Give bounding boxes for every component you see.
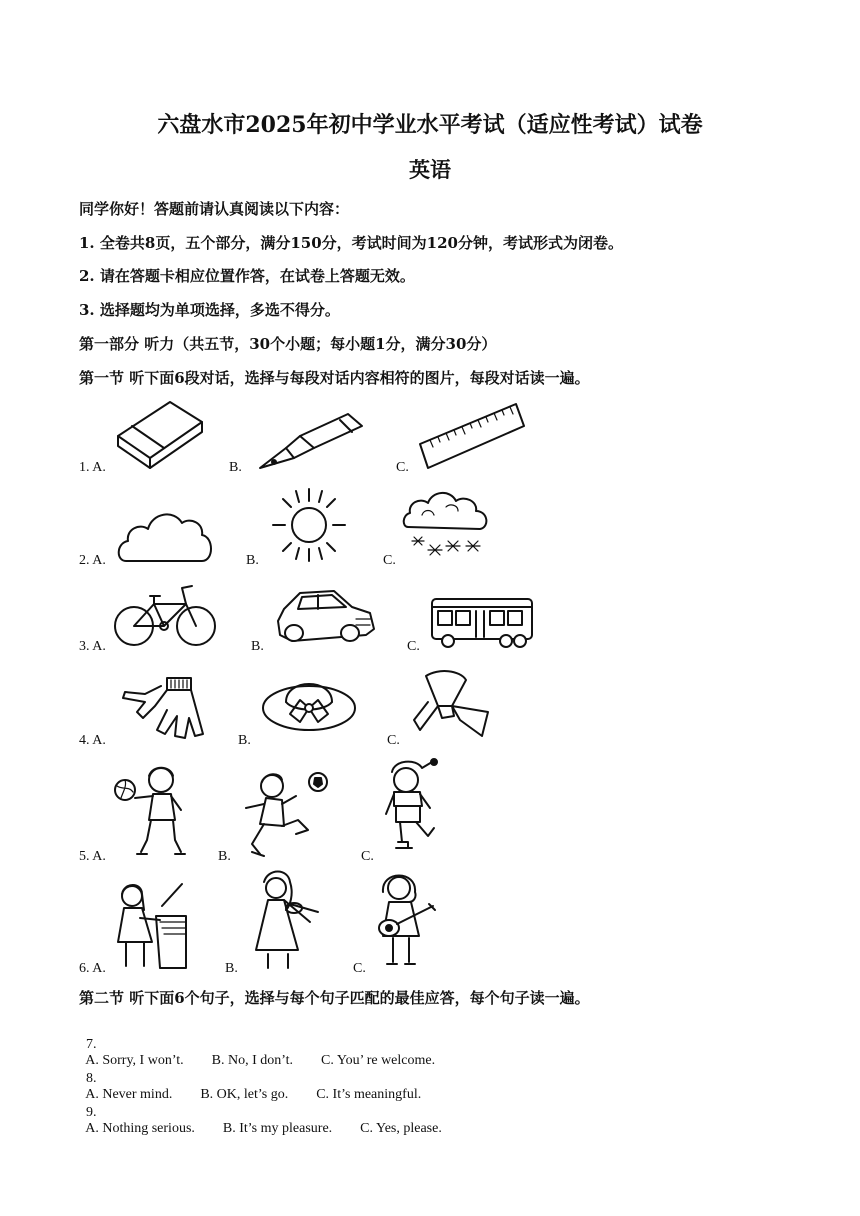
q3-option-a-label: 3. A. bbox=[79, 639, 106, 654]
q5-option-a-label: 5. A. bbox=[79, 849, 106, 864]
q8-option-b: B. OK, let’s go. bbox=[200, 1087, 289, 1102]
q7-option-a: A. Sorry, I won’t. bbox=[85, 1053, 184, 1068]
q3-option-c-label: C. bbox=[407, 639, 420, 654]
skating-kid-icon bbox=[382, 758, 446, 858]
instruction-1: 1. 全卷共8页，五个部分，满分150分，考试时间为120分钟，考试形式为闭卷。 bbox=[79, 234, 623, 252]
q9-row bbox=[79, 1089, 442, 1137]
exam-title: 六盘水市2025年初中学业水平考试（适应性考试）试卷 bbox=[157, 112, 703, 138]
q4-option-b-label: B. bbox=[238, 733, 251, 748]
subject-title: 英语 bbox=[409, 157, 451, 182]
piano-girl-icon bbox=[110, 880, 188, 972]
guitar-girl-icon bbox=[373, 866, 439, 970]
instruction-2: 2. 请在答题卡相应位置作答，在试卷上答题无效。 bbox=[79, 267, 415, 285]
q1-option-a-label: 1. A. bbox=[79, 460, 106, 475]
bicycle-icon bbox=[112, 582, 220, 650]
part1-heading: 第一部分 听力（共五节，30个小题；每小题1分，满分30分） bbox=[79, 335, 497, 353]
fountain-pen-icon bbox=[252, 408, 367, 472]
q6-option-b-label: B. bbox=[225, 961, 238, 976]
hat-icon bbox=[260, 668, 358, 742]
car-icon bbox=[272, 585, 378, 647]
section2-heading: 第二节 听下面6个句子，选择与每个句子匹配的最佳应答，每个句子读一遍。 bbox=[79, 989, 590, 1007]
q1-option-c-label: C. bbox=[396, 460, 409, 475]
q9-number: 9. bbox=[86, 1105, 97, 1120]
volleyball-boy-icon bbox=[113, 762, 189, 862]
q9-option-b: B. It’s my pleasure. bbox=[222, 1121, 333, 1136]
q1-option-b-label: B. bbox=[229, 460, 242, 475]
q2-option-a-label: 2. A. bbox=[79, 553, 106, 568]
sun-icon bbox=[268, 485, 350, 565]
q5-option-c-label: C. bbox=[361, 849, 374, 864]
q2-option-b-label: B. bbox=[246, 553, 259, 568]
q8-option-a: A. Never mind. bbox=[85, 1087, 173, 1102]
scarf-icon bbox=[408, 666, 494, 746]
q4-option-a-label: 4. A. bbox=[79, 733, 106, 748]
violin-girl-icon bbox=[244, 870, 324, 970]
instruction-3: 3. 选择题均为单项选择，多选不得分。 bbox=[79, 301, 340, 319]
q6-option-c-label: C. bbox=[353, 961, 366, 976]
q7-option-c: C. You’ re welcome. bbox=[321, 1053, 436, 1068]
q3-option-b-label: B. bbox=[251, 639, 264, 654]
section1-heading: 第一节 听下面6段对话，选择与每段对话内容相符的图片，每段对话读一遍。 bbox=[79, 369, 590, 387]
instruction-intro: 同学你好！答题前请认真阅读以下内容： bbox=[79, 200, 350, 218]
q6-option-a-label: 6. A. bbox=[79, 961, 106, 976]
q8-option-c: C. It’s meaningful. bbox=[316, 1087, 422, 1102]
q8-number: 8. bbox=[86, 1071, 97, 1086]
bus-icon bbox=[428, 595, 536, 649]
cloud-icon bbox=[116, 505, 216, 565]
q9-option-c: C. Yes, please. bbox=[360, 1121, 442, 1136]
ruler-icon bbox=[418, 402, 526, 470]
q2-option-c-label: C. bbox=[383, 553, 396, 568]
snow-icon bbox=[402, 487, 494, 563]
q5-option-b-label: B. bbox=[218, 849, 231, 864]
q4-option-c-label: C. bbox=[387, 733, 400, 748]
q7-number: 7. bbox=[86, 1037, 97, 1052]
q7-option-b: B. No, I don’t. bbox=[211, 1053, 294, 1068]
q9-option-a: A. Nothing serious. bbox=[85, 1121, 195, 1136]
gloves-icon bbox=[115, 672, 207, 742]
eraser-icon bbox=[110, 396, 210, 470]
football-boy-icon bbox=[238, 768, 328, 860]
